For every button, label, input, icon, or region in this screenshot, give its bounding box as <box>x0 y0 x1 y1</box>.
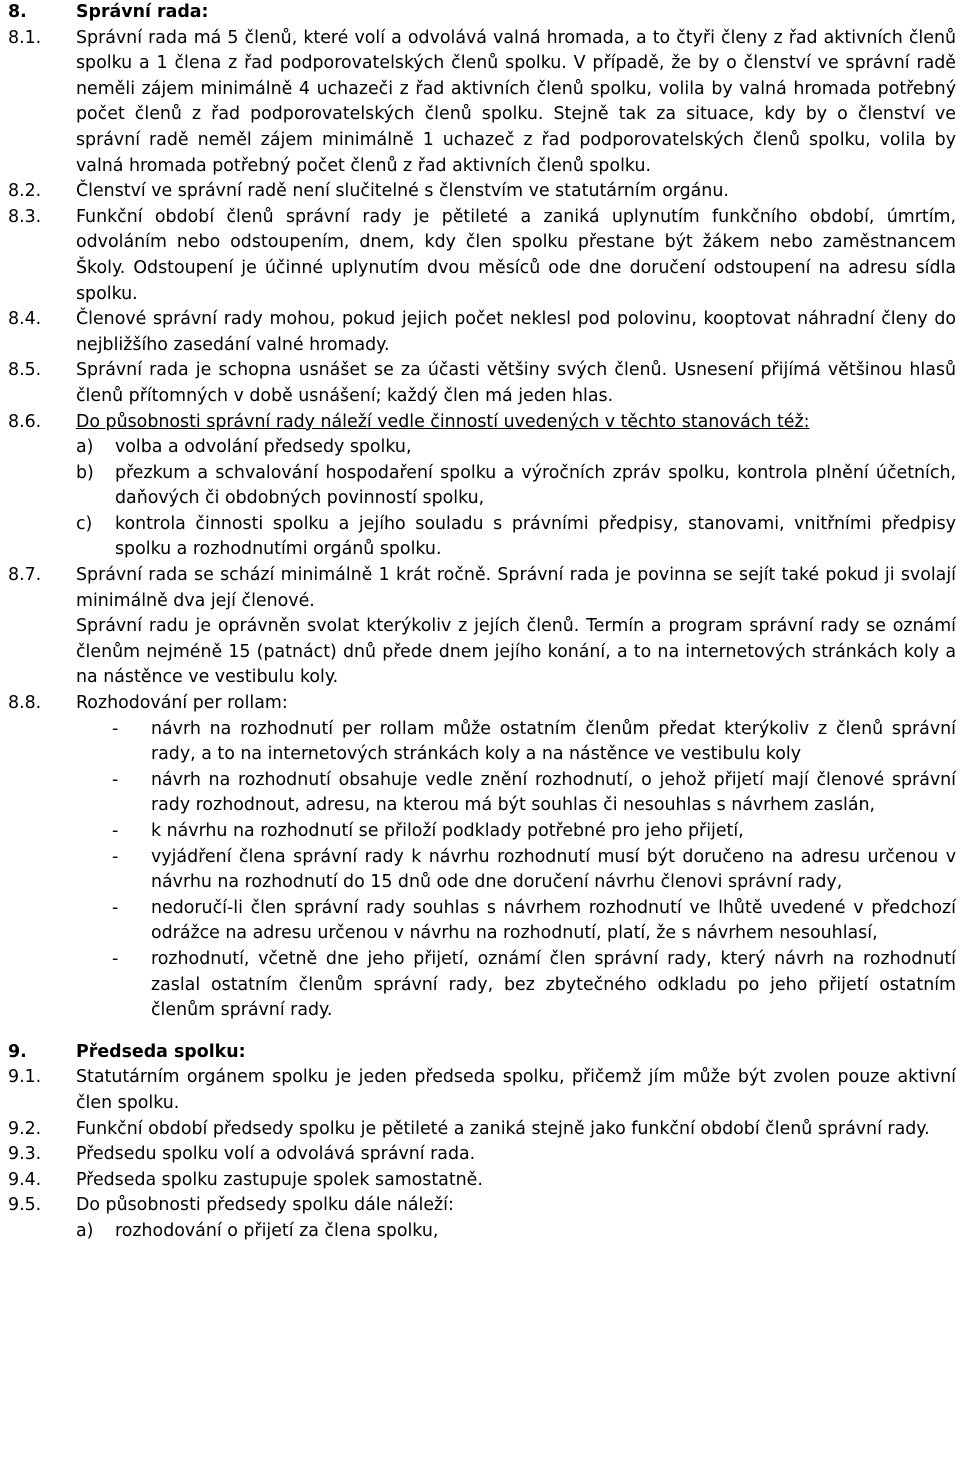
dash-list-item <box>76 717 956 768</box>
dash-text: návrh na rozhodnutí per rollam může ostatním členům předat kterýkoliv z členů správní rady, a to na internetových stránkách koly a na nástěnce ve vestibulu koly <box>151 718 956 765</box>
clause-number: 9.2. <box>8 1118 42 1139</box>
list-item <box>76 1219 956 1245</box>
clause-text: Správní rada se schází minimálně 1 krát ročně. Správní rada je povinna se sejít také pokud ji svolají minimálně dva její členové. <box>76 565 956 611</box>
clause-9-4 <box>8 1168 956 1194</box>
dash-text: nedoručí-li člen správní rady souhlas s návrhem rozhodnutí ve lhůtě uvedené v předchozí odrážce na adresu určenou v návrhu na rozhodnutí, platí, že s návrhem nesouhlasí, <box>151 897 956 944</box>
clause-8-2 <box>8 179 956 205</box>
clause-8-1 <box>8 26 956 180</box>
clause-number: 8.4. <box>8 309 42 330</box>
clause-8-5 <box>8 358 956 409</box>
list-item <box>76 435 956 461</box>
clause-8-7 <box>8 563 956 691</box>
dash-text: rozhodnutí, včetně dne jeho přijetí, oznámí člen správní rady, který návrh na rozhodnutí zaslal ostatním členům správní rady, bez zbytečného odkladu po jeho přijetí ostatním členům správní rady. <box>151 948 956 1021</box>
clause-number: 8.1. <box>8 27 42 48</box>
list-text: rozhodování o přijetí za člena spolku, <box>115 1220 439 1241</box>
clause-number: 9.5. <box>8 1195 42 1216</box>
list-marker: a) <box>76 437 94 458</box>
document-page <box>8 0 956 1245</box>
dash-text: vyjádření člena správní rady k návrhu rozhodnutí musí být doručeno na adresu určenou v návrhu na rozhodnutí do 15 dnů ode dne doručení návrhu členovi správní rady, <box>151 846 956 893</box>
clause-8-8 <box>8 691 956 1024</box>
list-text: volba a odvolání předsedy spolku, <box>115 437 412 458</box>
clause-text: Předseda spolku zastupuje spolek samostatně. <box>76 1169 483 1190</box>
section-title: Předseda spolku: <box>76 1041 246 1062</box>
clause-text: Správní radu je oprávněn svolat kterýkoliv z jejích členů. Termín a program správní rady se oznámí členům nejméně 15 (patnáct) dnů přede dnem jejího konání, a to na internetových stránkách koly a na nástěnce ve vestibulu koly. <box>76 616 956 688</box>
section-8-heading <box>8 0 956 26</box>
clause-number: 9.3. <box>8 1144 42 1165</box>
dash-text: k návrhu na rozhodnutí se přiloží podklady potřebné pro jeho přijetí, <box>151 821 744 841</box>
clause-text: Statutárním orgánem spolku je jeden předseda spolku, přičemž jím může být zvolen pouze aktivní člen spolku. <box>76 1067 956 1113</box>
dash-list-item <box>76 819 956 845</box>
dash-marker: - <box>112 769 119 790</box>
clause-text: Správní rada má 5 členů, které volí a odvolává valná hromada, a to čtyři členy z řad aktivních členů spolku a 1 člena z řad podporovatelských členů spolku. V případě, že by o členství ve správní radě neměli zájem minimálně 4 uchazeči z řad aktivních členů spolku, volila by valná hromada potřebný počet členů z řad podporovatelských členů spolku. Stejně tak za situace, kdy by o členství ve správní radě neměl zájem minimálně 1 uchazeč z řad podporovatelských členů spolku, volila by valná hromada potřebný počet členů z řad aktivních členů spolku. <box>76 27 956 176</box>
clause-number: 8.2. <box>8 181 42 202</box>
clause-text: Funkční období předsedy spolku je pětileté a zaniká stejně jako funkční období členů správní rady. <box>76 1118 930 1139</box>
clause-text: Předsedu spolku volí a odvolává správní rada. <box>76 1144 476 1165</box>
clause-number: 8.6. <box>8 411 42 432</box>
clause-8-6 <box>8 410 956 564</box>
clause-9-3 <box>8 1142 956 1168</box>
clause-8-3 <box>8 205 956 307</box>
list-text: kontrola činnosti spolku a jejího souladu s právními předpisy, stanovami, vnitřními předpisy spolku a rozhodnutími orgánů spolku. <box>115 513 956 560</box>
dash-list-item <box>76 768 956 819</box>
clause-9-5 <box>8 1193 956 1244</box>
section-spacer <box>8 1024 956 1040</box>
clause-number: 9.4. <box>8 1169 42 1190</box>
clause-number: 9.1. <box>8 1067 42 1088</box>
dash-list-item <box>76 947 956 1024</box>
clause-intro: Do působnosti správní rady náleží vedle činností uvedených v těchto stanovách též: <box>76 411 810 432</box>
dash-marker: - <box>112 821 119 841</box>
clause-text: Správní rada je schopna usnášet se za účasti většiny svých členů. Usnesení přijímá většinou hlasů členů přítomných v době usnášení; každý člen má jeden hlas. <box>76 360 956 406</box>
dash-marker: - <box>112 897 119 918</box>
clause-text: Členství ve správní radě není slučitelné s členstvím ve statutárním orgánu. <box>76 181 729 202</box>
list-marker: a) <box>76 1220 94 1241</box>
clause-9-2 <box>8 1117 956 1143</box>
dash-marker: - <box>112 718 119 739</box>
list-item <box>76 461 956 512</box>
section-number: 9. <box>8 1041 27 1062</box>
list-text: přezkum a schvalování hospodaření spolku a výročních zpráv spolku, kontrola plnění účetních, daňových či obdobných povinností spolku, <box>115 462 956 509</box>
clause-number: 8.7. <box>8 565 42 586</box>
clause-number: 8.3. <box>8 206 42 227</box>
list-marker: b) <box>76 462 94 483</box>
clause-text: Členové správní rady mohou, pokud jejich počet neklesl pod polovinu, kooptovat náhradní členy do nejbližšího zasedání valné hromady. <box>76 309 956 355</box>
clause-number: 8.5. <box>8 360 42 381</box>
dash-text: návrh na rozhodnutí obsahuje vedle znění rozhodnutí, o jehož přijetí mají členové správní rady rozhodnout, adresu, na kterou má být souhlas či nesouhlas s návrhem zaslán, <box>151 769 956 816</box>
list-item <box>76 512 956 563</box>
dash-marker: - <box>112 846 119 867</box>
clause-intro: Do působnosti předsedy spolku dále náleží: <box>76 1195 454 1216</box>
section-9-heading <box>8 1040 956 1066</box>
clause-intro: Rozhodování per rollam: <box>76 693 288 714</box>
section-number: 8. <box>8 2 27 22</box>
clause-9-1 <box>8 1065 956 1116</box>
clause-text: Funkční období členů správní rady je pětileté a zaniká uplynutím funkčního období, úmrtím, odvoláním nebo odstoupením, dnem, kdy člen spolku přestane být žákem nebo zaměstnancem Školy. Odstoupení je účinné uplynutím dvou měsíců ode dne doručení odstoupení na adresu sídla spolku. <box>76 206 956 304</box>
section-title: Správní rada: <box>76 2 209 22</box>
dash-list-item <box>76 845 956 896</box>
clause-8-4 <box>8 307 956 358</box>
dash-list-item <box>76 896 956 947</box>
clause-number: 8.8. <box>8 693 42 714</box>
list-marker: c) <box>76 513 93 534</box>
dash-marker: - <box>112 948 119 969</box>
